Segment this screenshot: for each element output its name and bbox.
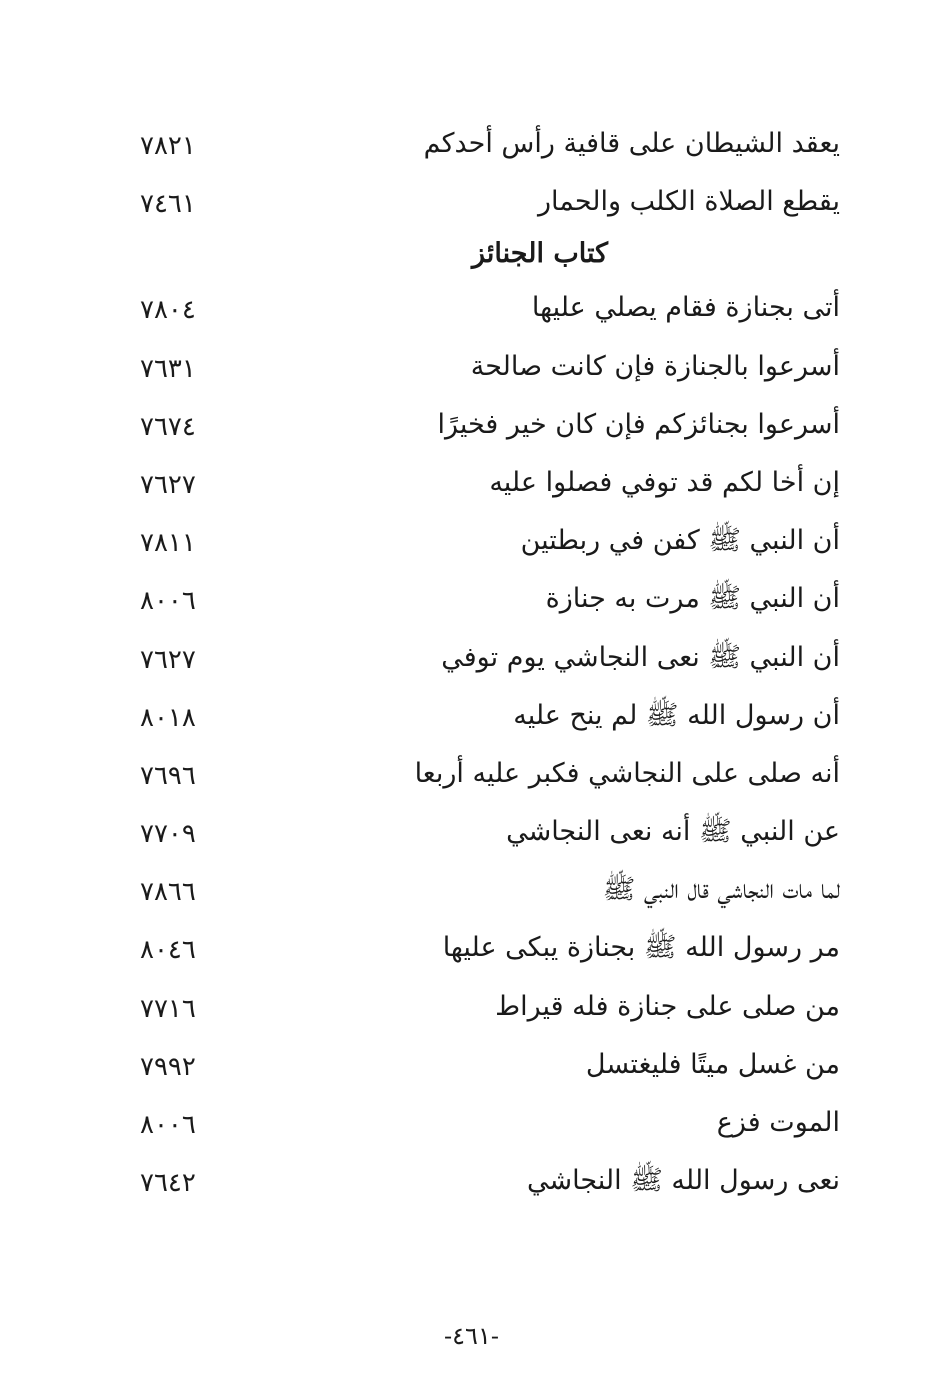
entry-number: ٧٨١١ xyxy=(140,528,196,559)
entry-number: ٨٠٠٦ xyxy=(140,1110,196,1140)
index-entry xyxy=(140,176,840,234)
entry-text: من غسل ميتًا فليغتسل xyxy=(585,1048,840,1080)
index-entry xyxy=(140,922,840,980)
entry-text: أتى بجنازة فقام يصلي عليها xyxy=(531,292,840,324)
index-entry xyxy=(140,748,840,806)
entry-text: أسرعوا بجنائزكم فإن كان خير فخيرًا xyxy=(437,408,840,440)
entry-number: ٧٦٩٦ xyxy=(140,760,196,791)
entry-number: ٧٨٦٦ xyxy=(140,877,196,908)
index-entry xyxy=(140,573,840,631)
entry-text: عن النبي ﷺ أنه نعى النجاشي xyxy=(506,816,840,848)
entry-text: يعقد الشيطان على قافية رأس أحدكم xyxy=(423,128,840,159)
index-entry xyxy=(140,981,840,1039)
index-entry xyxy=(140,632,840,690)
entry-number: ٨٠٤٦ xyxy=(140,935,196,966)
entry-text: من صلى على جنازة فله قيراط xyxy=(495,990,840,1022)
entry-text: إن أخا لكم قد توفي فصلوا عليه xyxy=(489,466,840,498)
entry-text: أن رسول الله ﷺ لم ينح عليه xyxy=(513,699,840,731)
entry-number: ٧٦٢٧ xyxy=(140,644,196,675)
entry-text: يقطع الصلاة الكلب والحمار xyxy=(538,186,840,218)
entry-number: ٧٤٦١ xyxy=(140,189,196,220)
index-entry xyxy=(140,282,840,340)
index-entry xyxy=(140,341,840,399)
index-entry xyxy=(140,864,840,922)
entry-text: أن النبي ﷺ نعى النجاشي يوم توفي xyxy=(441,641,840,673)
entry-text: أنه صلى على النجاشي فكبر عليه أربعا xyxy=(414,757,840,789)
index-entry xyxy=(140,690,840,748)
index-entry xyxy=(140,1039,840,1097)
entry-text: أن النبي ﷺ كفن في ربطتين xyxy=(520,525,840,557)
entry-text: نعى رسول الله ﷺ النجاشي xyxy=(526,1165,840,1197)
index-entry xyxy=(140,1097,840,1155)
entry-number: ٧٦٣١ xyxy=(140,353,196,384)
index-entry xyxy=(140,1155,840,1213)
hadith-index-list xyxy=(140,118,840,1213)
entry-text: أن النبي ﷺ مرت به جنازة xyxy=(545,583,840,615)
entry-number: ٧٨٢١ xyxy=(140,131,196,161)
entry-text: مر رسول الله ﷺ بجنازة يبكى عليها xyxy=(442,932,840,964)
entry-number: ٧٩٩٢ xyxy=(140,1051,196,1082)
section-heading: كتاب الجنائز xyxy=(472,238,608,270)
index-entry xyxy=(140,806,840,864)
entry-number: ٧٨٠٤ xyxy=(140,295,196,326)
entry-number: ٧٧١٦ xyxy=(140,993,196,1024)
entry-number: ٨٠١٨ xyxy=(140,702,196,733)
entry-number: ٧٦٤٢ xyxy=(140,1168,196,1199)
entry-text: الموت فزع xyxy=(716,1107,840,1138)
entry-text: أسرعوا بالجنازة فإن كانت صالحة xyxy=(470,350,840,382)
entry-number: ٧٦٢٧ xyxy=(140,469,196,500)
index-entry xyxy=(140,457,840,515)
entry-text: لما مات النجاشي قال النبي ﷺ xyxy=(602,874,840,906)
index-entry xyxy=(140,118,840,176)
entry-number: ٧٦٧٤ xyxy=(140,411,196,442)
page-number: -٤٦١- xyxy=(444,1322,499,1350)
index-entry xyxy=(140,399,840,457)
entry-number: ٧٧٠٩ xyxy=(140,819,196,850)
section-heading-row xyxy=(140,234,840,282)
entry-number: ٨٠٠٦ xyxy=(140,586,196,617)
index-entry xyxy=(140,515,840,573)
